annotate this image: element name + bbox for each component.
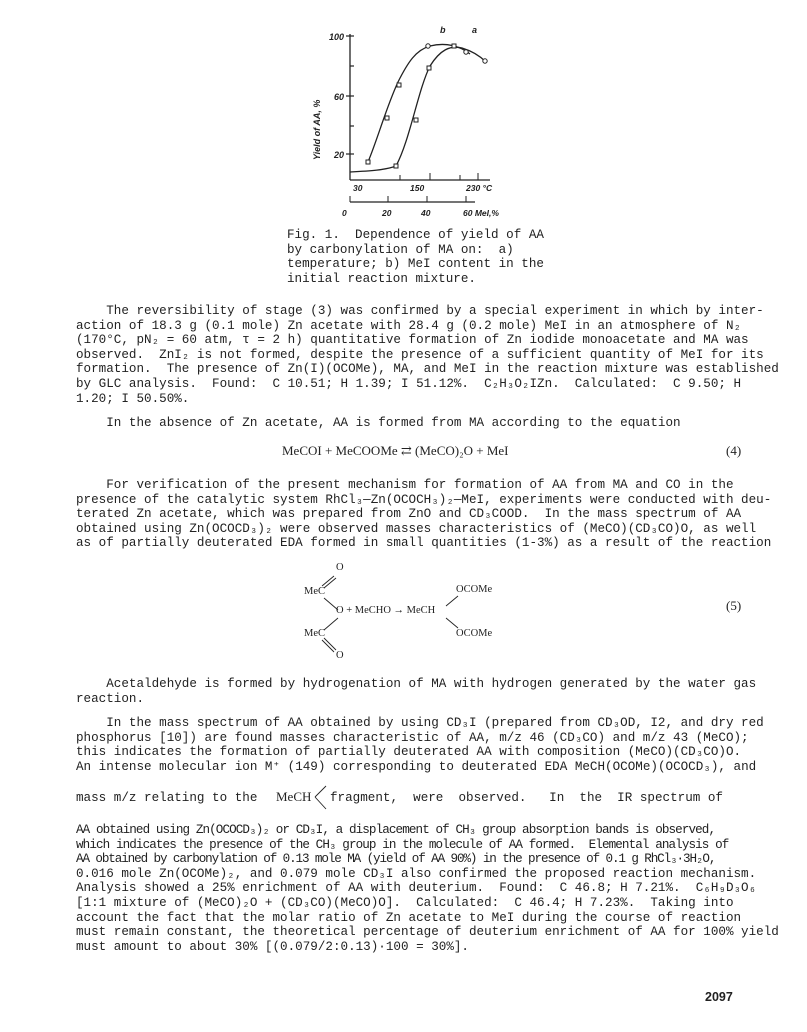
reaction-mec-bottom: MeC [304, 628, 325, 639]
figure-caption [287, 228, 544, 286]
text-line: action of 18.3 g (0.1 mole) Zn acetate with 28.4 g (0.2 mole) MeI in an atmosphere of N₂ [76, 318, 742, 333]
text-line: must amount to about 30% [(0.079/2:0.13)·100 = 30%]. [76, 939, 469, 954]
equation-4-text: MeCOI + MeCOOMe ⇄ (MeCO)₂O + MeI [282, 443, 509, 458]
yield-chart [300, 20, 540, 225]
y-tick-label-100: 100 [328, 32, 344, 42]
x-tick-temp-230: 230 °C [466, 183, 493, 193]
text-line: reaction. [76, 691, 145, 706]
caption-line: temperature; b) MeI content in the [287, 257, 544, 272]
text-line: An intense molecular ion M⁺ (149) corresponding to deuterated EDA MeCH(OCOMe)(OCOCD₃), and [76, 759, 757, 774]
text-line: must remain constant, the theoretical percentage of deuterium enrichment of AA for 100% yield [76, 925, 779, 940]
text-line: (170°C, pN₂ = 60 atm, τ = 2 h) quantitative formation of Zn iodide monoacetate and MA was [76, 333, 749, 348]
reaction-o-top: O [336, 562, 344, 573]
page-number: 2097 [705, 990, 733, 1004]
text-line: formation. The presence of Zn(I)(OCOMe), MA, and MeI in the reaction mixture was established [76, 362, 779, 377]
paragraph-reversibility [76, 304, 779, 406]
text-line: which indicates the presence of the CH₃ group in the molecule of AA formed. Elemental analysis of [76, 837, 729, 852]
y-axis-label: Yield of AA, % [312, 99, 322, 160]
x-tick-mei-0: 0 [342, 208, 347, 218]
reaction-5 [300, 560, 520, 664]
fragment-after: fragment, were observed. In the IR spectrum of [330, 791, 723, 805]
text-line: observed. ZnI₂ is not formed, despite the presence of a sufficient quantity of MeI for its [76, 347, 764, 362]
paragraph-ir-spectrum [76, 823, 779, 954]
text-line: Analysis showed a 25% enrichment of AA with deuterium. Found: C 46.8; H 7.21%. C₆H₉D₃O₆ [76, 881, 757, 896]
curve-label-b: b [440, 25, 446, 35]
x-tick-temp-30: 30 [353, 183, 363, 193]
fragment-line [76, 789, 736, 825]
x-tick-temp-150: 150 [410, 183, 425, 193]
text-line: In the mass spectrum of AA obtained by using CD₃I (prepared from CD₃OD, I2, and dry red [76, 716, 764, 730]
fragment-formula: MeCH [276, 789, 312, 804]
text-line: AA obtained by carbonylation of 0.13 mole MA (yield of AA 90%) in the presence of 0.1 g RhCl₃·3H₂O, [76, 852, 716, 867]
text-line: In the absence of Zn acetate, AA is formed from MA according to the equation [76, 416, 681, 430]
text-line: obtained using Zn(OCOCD₃)₂ were observed masses characteristics of (MeCO)(CD₃CO)O, as well [76, 521, 757, 536]
paragraph-acetaldehyde [76, 677, 756, 706]
fragment-bonds [314, 783, 328, 817]
text-line: AA obtained using Zn(OCOCD₃)₂ or CD₃I, a displacement of CH₃ group absorption bands is observed, [76, 823, 716, 837]
caption-line: by carbonylation of MA on: a) [287, 242, 514, 257]
y-tick-label-20: 20 [333, 150, 344, 160]
text-line: account the fact that the molar ratio of Zn acetate to MeI during the course of reaction [76, 910, 742, 925]
curve-label-a: a [472, 25, 478, 35]
text-line: as of partially deuterated EDA formed in small quantities (1-3%) as a result of the reaction [76, 536, 772, 551]
paragraph-verification [76, 478, 771, 551]
reaction-middle: O + MeCHO → MeCH [336, 605, 436, 616]
reaction-ocome-bottom: OCOMe [456, 628, 493, 639]
curve-a [350, 47, 486, 172]
curve-a-points [394, 44, 487, 168]
x-tick-mei-40: 40 [421, 208, 431, 218]
caption-line: initial reaction mixture. [287, 271, 476, 286]
equation-4 [282, 443, 509, 459]
text-line: presence of the catalytic system RhCl₃—Zn(OCOCH₃)₂—MeI, experiments were conducted with deu- [76, 492, 772, 507]
x-tick-mei-60: 60 MeI,% [463, 208, 499, 218]
text-line: phosphorus [10]) are found masses characteristic of AA, m/z 46 (CD₃CO) and m/z 43 (MeCO); [76, 730, 749, 745]
reaction-ocome-top: OCOMe [456, 584, 493, 595]
x-tick-mei-20: 20 [382, 208, 392, 218]
text-line: The reversibility of stage (3) was confirmed by a special experiment in which by inter- [76, 304, 764, 318]
text-line: 0.016 mole Zn(OCOMe)₂, and 0.079 mole CD₃I also confirmed the proposed reaction mechanism. [76, 866, 757, 881]
reaction-mec-top: MeC [304, 586, 325, 597]
caption-line: Fig. 1. Dependence of yield of AA [287, 228, 544, 242]
y-tick-label-60: 60 [333, 92, 344, 102]
text-line: this indicates the formation of partially deuterated AA with composition (MeCO)(CD₃CO)O. [76, 745, 742, 760]
text-line: Acetaldehyde is formed by hydrogenation of MA with hydrogen generated by the water gas [76, 677, 757, 691]
fragment-before: mass m/z relating to the [76, 791, 258, 805]
equation-4-number: (4) [726, 443, 742, 458]
paragraph-mass-spectrum [76, 716, 764, 774]
text-line: by GLC analysis. Found: C 10.51; H 1.39; I 51.12%. C₂H₃O₂IZn. Calculated: C 9.50; H [76, 376, 742, 391]
text-line: terated Zn acetate, which was prepared from ZnO and CD₃COOD. In the mass spectrum of AA [76, 507, 742, 522]
text-line: [1:1 mixture of (MeCO)₂O + (CD₃CO)(MeCO)O]. Calculated: C 46.4; H 7.23%. Taking into [76, 895, 734, 910]
reaction-5-number: (5) [726, 598, 742, 613]
curve-b [368, 44, 470, 162]
text-line: 1.20; I 50.50%. [76, 391, 190, 406]
paragraph-absence [76, 416, 681, 431]
reaction-o-bottom: O [336, 650, 344, 661]
text-line: For verification of the present mechanism for formation of AA from MA and CO in the [76, 478, 734, 492]
